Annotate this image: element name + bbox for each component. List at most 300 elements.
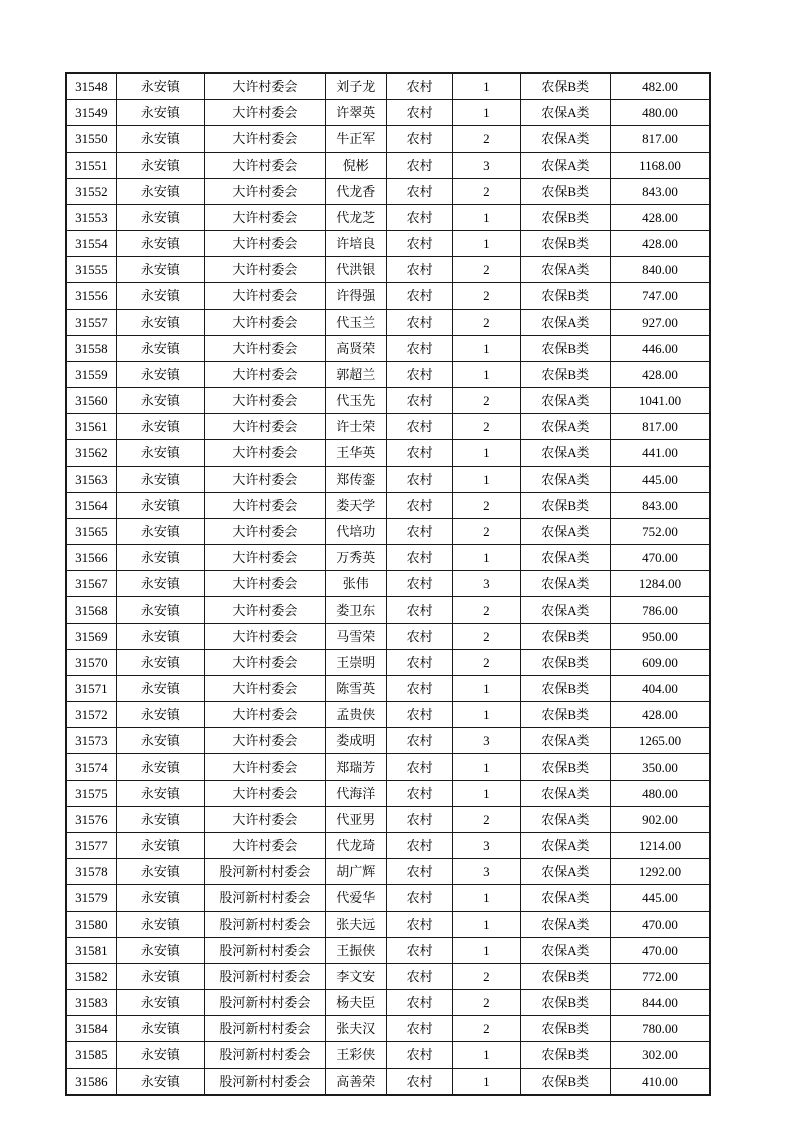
table-row (66, 361, 710, 387)
cell-name: 倪彬 (325, 152, 386, 178)
cell-id: 31569 (66, 623, 116, 649)
cell-amount: 480.00 (610, 780, 710, 806)
cell-village: 股河新村村委会 (205, 859, 326, 885)
cell-residence-type: 农村 (386, 126, 452, 152)
cell-village: 大许村委会 (205, 126, 326, 152)
cell-insurance-category: 农保A类 (520, 440, 610, 466)
cell-town: 永安镇 (116, 73, 204, 100)
cell-village: 股河新村村委会 (205, 990, 326, 1016)
cell-id: 31566 (66, 545, 116, 571)
cell-name: 马雪荣 (325, 623, 386, 649)
table-row (66, 492, 710, 518)
cell-name: 王华英 (325, 440, 386, 466)
cell-town: 永安镇 (116, 335, 204, 361)
cell-id: 31559 (66, 361, 116, 387)
cell-name: 王崇明 (325, 649, 386, 675)
cell-amount: 428.00 (610, 204, 710, 230)
cell-id: 31586 (66, 1068, 116, 1095)
cell-name: 杨夫臣 (325, 990, 386, 1016)
cell-person-count: 2 (453, 414, 520, 440)
cell-insurance-category: 农保A类 (520, 388, 610, 414)
table-row (66, 780, 710, 806)
table-row (66, 100, 710, 126)
table-row (66, 806, 710, 832)
table-row (66, 963, 710, 989)
table-row (66, 178, 710, 204)
cell-amount: 470.00 (610, 911, 710, 937)
cell-person-count: 2 (453, 388, 520, 414)
cell-insurance-category: 农保A类 (520, 885, 610, 911)
cell-amount: 843.00 (610, 178, 710, 204)
cell-insurance-category: 农保A类 (520, 152, 610, 178)
cell-id: 31583 (66, 990, 116, 1016)
cell-insurance-category: 农保B类 (520, 283, 610, 309)
cell-insurance-category: 农保B类 (520, 1042, 610, 1068)
cell-residence-type: 农村 (386, 309, 452, 335)
cell-amount: 817.00 (610, 414, 710, 440)
cell-insurance-category: 农保B类 (520, 1016, 610, 1042)
cell-person-count: 3 (453, 728, 520, 754)
cell-amount: 404.00 (610, 675, 710, 701)
cell-person-count: 2 (453, 623, 520, 649)
cell-residence-type: 农村 (386, 204, 452, 230)
cell-village: 大许村委会 (205, 283, 326, 309)
cell-amount: 844.00 (610, 990, 710, 1016)
cell-residence-type: 农村 (386, 859, 452, 885)
cell-name: 高善荣 (325, 1068, 386, 1095)
cell-amount: 480.00 (610, 100, 710, 126)
cell-residence-type: 农村 (386, 937, 452, 963)
cell-person-count: 1 (453, 937, 520, 963)
table-row (66, 1068, 710, 1095)
cell-amount: 1292.00 (610, 859, 710, 885)
cell-amount: 428.00 (610, 702, 710, 728)
table-row (66, 257, 710, 283)
cell-id: 31577 (66, 832, 116, 858)
cell-id: 31556 (66, 283, 116, 309)
cell-amount: 445.00 (610, 885, 710, 911)
cell-person-count: 1 (453, 466, 520, 492)
cell-amount: 350.00 (610, 754, 710, 780)
cell-town: 永安镇 (116, 806, 204, 832)
cell-village: 大许村委会 (205, 152, 326, 178)
cell-name: 娄成明 (325, 728, 386, 754)
cell-residence-type: 农村 (386, 257, 452, 283)
cell-id: 31568 (66, 597, 116, 623)
cell-person-count: 1 (453, 1042, 520, 1068)
cell-person-count: 1 (453, 885, 520, 911)
cell-person-count: 2 (453, 806, 520, 832)
cell-residence-type: 农村 (386, 466, 452, 492)
cell-village: 股河新村村委会 (205, 963, 326, 989)
cell-person-count: 1 (453, 702, 520, 728)
cell-insurance-category: 农保B类 (520, 754, 610, 780)
cell-amount: 927.00 (610, 309, 710, 335)
table-row (66, 545, 710, 571)
cell-name: 郑传銮 (325, 466, 386, 492)
cell-id: 31565 (66, 518, 116, 544)
cell-amount: 772.00 (610, 963, 710, 989)
cell-id: 31584 (66, 1016, 116, 1042)
cell-residence-type: 农村 (386, 885, 452, 911)
cell-insurance-category: 农保B类 (520, 702, 610, 728)
cell-residence-type: 农村 (386, 440, 452, 466)
cell-residence-type: 农村 (386, 597, 452, 623)
cell-insurance-category: 农保A类 (520, 859, 610, 885)
cell-amount: 410.00 (610, 1068, 710, 1095)
cell-insurance-category: 农保A类 (520, 597, 610, 623)
cell-amount: 817.00 (610, 126, 710, 152)
cell-town: 永安镇 (116, 440, 204, 466)
cell-person-count: 1 (453, 361, 520, 387)
cell-id: 31550 (66, 126, 116, 152)
cell-name: 娄卫东 (325, 597, 386, 623)
cell-town: 永安镇 (116, 937, 204, 963)
cell-id: 31555 (66, 257, 116, 283)
cell-village: 大许村委会 (205, 231, 326, 257)
table-row (66, 1016, 710, 1042)
cell-person-count: 3 (453, 571, 520, 597)
cell-amount: 950.00 (610, 623, 710, 649)
cell-id: 31557 (66, 309, 116, 335)
cell-village: 大许村委会 (205, 361, 326, 387)
cell-insurance-category: 农保A类 (520, 937, 610, 963)
cell-town: 永安镇 (116, 990, 204, 1016)
cell-name: 张夫远 (325, 911, 386, 937)
cell-name: 代洪银 (325, 257, 386, 283)
table-row (66, 73, 710, 100)
cell-residence-type: 农村 (386, 73, 452, 100)
cell-village: 大许村委会 (205, 597, 326, 623)
cell-id: 31574 (66, 754, 116, 780)
cell-name: 王振侠 (325, 937, 386, 963)
cell-amount: 786.00 (610, 597, 710, 623)
table-row (66, 466, 710, 492)
cell-town: 永安镇 (116, 571, 204, 597)
cell-insurance-category: 农保A类 (520, 126, 610, 152)
cell-id: 31578 (66, 859, 116, 885)
cell-insurance-category: 农保B类 (520, 73, 610, 100)
cell-name: 郑瑞芳 (325, 754, 386, 780)
cell-name: 张夫汉 (325, 1016, 386, 1042)
table-row (66, 414, 710, 440)
cell-insurance-category: 农保A类 (520, 571, 610, 597)
cell-person-count: 1 (453, 204, 520, 230)
cell-residence-type: 农村 (386, 649, 452, 675)
cell-village: 大许村委会 (205, 388, 326, 414)
cell-residence-type: 农村 (386, 1068, 452, 1095)
table-row (66, 518, 710, 544)
cell-person-count: 1 (453, 73, 520, 100)
cell-residence-type: 农村 (386, 754, 452, 780)
cell-town: 永安镇 (116, 309, 204, 335)
cell-insurance-category: 农保B类 (520, 204, 610, 230)
cell-name: 代爱华 (325, 885, 386, 911)
cell-residence-type: 农村 (386, 571, 452, 597)
cell-village: 大许村委会 (205, 780, 326, 806)
cell-village: 大许村委会 (205, 492, 326, 518)
cell-residence-type: 农村 (386, 623, 452, 649)
cell-name: 代龙芝 (325, 204, 386, 230)
cell-village: 大许村委会 (205, 335, 326, 361)
cell-residence-type: 农村 (386, 702, 452, 728)
cell-id: 31564 (66, 492, 116, 518)
cell-town: 永安镇 (116, 492, 204, 518)
cell-name: 孟贵侠 (325, 702, 386, 728)
cell-insurance-category: 农保A类 (520, 257, 610, 283)
cell-id: 31576 (66, 806, 116, 832)
cell-person-count: 2 (453, 518, 520, 544)
cell-id: 31554 (66, 231, 116, 257)
cell-village: 大许村委会 (205, 440, 326, 466)
cell-amount: 780.00 (610, 1016, 710, 1042)
cell-town: 永安镇 (116, 100, 204, 126)
cell-village: 大许村委会 (205, 545, 326, 571)
cell-insurance-category: 农保A类 (520, 309, 610, 335)
cell-village: 股河新村村委会 (205, 1042, 326, 1068)
table-row (66, 204, 710, 230)
cell-insurance-category: 农保B类 (520, 623, 610, 649)
cell-village: 大许村委会 (205, 728, 326, 754)
table-row (66, 335, 710, 361)
cell-insurance-category: 农保B类 (520, 361, 610, 387)
cell-residence-type: 农村 (386, 1042, 452, 1068)
cell-name: 许培良 (325, 231, 386, 257)
cell-person-count: 1 (453, 754, 520, 780)
cell-person-count: 3 (453, 152, 520, 178)
cell-village: 大许村委会 (205, 649, 326, 675)
cell-person-count: 1 (453, 440, 520, 466)
cell-id: 31579 (66, 885, 116, 911)
cell-amount: 843.00 (610, 492, 710, 518)
payment-table-body (66, 73, 710, 1095)
cell-residence-type: 农村 (386, 728, 452, 754)
cell-insurance-category: 农保A类 (520, 911, 610, 937)
cell-town: 永安镇 (116, 283, 204, 309)
cell-person-count: 2 (453, 649, 520, 675)
cell-village: 大许村委会 (205, 832, 326, 858)
cell-amount: 1214.00 (610, 832, 710, 858)
cell-name: 万秀英 (325, 545, 386, 571)
cell-village: 大许村委会 (205, 466, 326, 492)
cell-amount: 609.00 (610, 649, 710, 675)
cell-town: 永安镇 (116, 832, 204, 858)
cell-amount: 1168.00 (610, 152, 710, 178)
cell-residence-type: 农村 (386, 675, 452, 701)
cell-person-count: 2 (453, 597, 520, 623)
cell-amount: 1041.00 (610, 388, 710, 414)
cell-person-count: 2 (453, 283, 520, 309)
cell-person-count: 2 (453, 492, 520, 518)
table-row (66, 859, 710, 885)
cell-residence-type: 农村 (386, 780, 452, 806)
table-row (66, 152, 710, 178)
cell-name: 许翠英 (325, 100, 386, 126)
cell-residence-type: 农村 (386, 335, 452, 361)
cell-id: 31563 (66, 466, 116, 492)
cell-id: 31567 (66, 571, 116, 597)
cell-village: 股河新村村委会 (205, 1068, 326, 1095)
cell-person-count: 2 (453, 178, 520, 204)
cell-town: 永安镇 (116, 963, 204, 989)
cell-id: 31585 (66, 1042, 116, 1068)
cell-town: 永安镇 (116, 361, 204, 387)
cell-village: 大许村委会 (205, 518, 326, 544)
table-row (66, 283, 710, 309)
cell-name: 王彩侠 (325, 1042, 386, 1068)
cell-person-count: 1 (453, 100, 520, 126)
cell-village: 大许村委会 (205, 571, 326, 597)
table-row (66, 937, 710, 963)
cell-village: 大许村委会 (205, 257, 326, 283)
cell-name: 胡广辉 (325, 859, 386, 885)
cell-id: 31553 (66, 204, 116, 230)
cell-insurance-category: 农保B类 (520, 1068, 610, 1095)
cell-amount: 428.00 (610, 361, 710, 387)
cell-person-count: 1 (453, 335, 520, 361)
cell-residence-type: 农村 (386, 963, 452, 989)
cell-residence-type: 农村 (386, 414, 452, 440)
cell-residence-type: 农村 (386, 178, 452, 204)
cell-person-count: 2 (453, 309, 520, 335)
cell-insurance-category: 农保B类 (520, 492, 610, 518)
cell-amount: 470.00 (610, 937, 710, 963)
cell-town: 永安镇 (116, 885, 204, 911)
cell-amount: 482.00 (610, 73, 710, 100)
cell-town: 永安镇 (116, 204, 204, 230)
table-row (66, 571, 710, 597)
table-row (66, 990, 710, 1016)
cell-name: 娄天学 (325, 492, 386, 518)
cell-village: 大许村委会 (205, 100, 326, 126)
table-row (66, 702, 710, 728)
cell-name: 许得强 (325, 283, 386, 309)
cell-village: 大许村委会 (205, 414, 326, 440)
cell-id: 31573 (66, 728, 116, 754)
cell-town: 永安镇 (116, 1016, 204, 1042)
table-row (66, 832, 710, 858)
cell-residence-type: 农村 (386, 545, 452, 571)
cell-person-count: 3 (453, 859, 520, 885)
cell-name: 代亚男 (325, 806, 386, 832)
cell-person-count: 2 (453, 257, 520, 283)
cell-insurance-category: 农保A类 (520, 832, 610, 858)
cell-id: 31548 (66, 73, 116, 100)
cell-residence-type: 农村 (386, 832, 452, 858)
cell-village: 大许村委会 (205, 309, 326, 335)
cell-id: 31580 (66, 911, 116, 937)
cell-amount: 747.00 (610, 283, 710, 309)
cell-residence-type: 农村 (386, 518, 452, 544)
cell-amount: 302.00 (610, 1042, 710, 1068)
cell-town: 永安镇 (116, 152, 204, 178)
cell-name: 张伟 (325, 571, 386, 597)
cell-village: 大许村委会 (205, 754, 326, 780)
cell-town: 永安镇 (116, 780, 204, 806)
cell-insurance-category: 农保A类 (520, 780, 610, 806)
cell-insurance-category: 农保B类 (520, 963, 610, 989)
cell-town: 永安镇 (116, 178, 204, 204)
cell-village: 大许村委会 (205, 204, 326, 230)
cell-town: 永安镇 (116, 1068, 204, 1095)
cell-insurance-category: 农保A类 (520, 545, 610, 571)
cell-amount: 1284.00 (610, 571, 710, 597)
table-row (66, 388, 710, 414)
cell-town: 永安镇 (116, 859, 204, 885)
cell-insurance-category: 农保B类 (520, 990, 610, 1016)
cell-person-count: 1 (453, 1068, 520, 1095)
cell-residence-type: 农村 (386, 100, 452, 126)
cell-amount: 445.00 (610, 466, 710, 492)
cell-village: 大许村委会 (205, 675, 326, 701)
cell-person-count: 2 (453, 1016, 520, 1042)
cell-insurance-category: 农保A类 (520, 806, 610, 832)
cell-insurance-category: 农保B类 (520, 178, 610, 204)
cell-village: 大许村委会 (205, 73, 326, 100)
cell-amount: 752.00 (610, 518, 710, 544)
cell-insurance-category: 农保B类 (520, 675, 610, 701)
cell-name: 代海洋 (325, 780, 386, 806)
cell-name: 许士荣 (325, 414, 386, 440)
table-row (66, 675, 710, 701)
cell-name: 李文安 (325, 963, 386, 989)
table-row (66, 728, 710, 754)
cell-residence-type: 农村 (386, 283, 452, 309)
cell-residence-type: 农村 (386, 492, 452, 518)
cell-village: 大许村委会 (205, 806, 326, 832)
cell-person-count: 1 (453, 675, 520, 701)
cell-amount: 470.00 (610, 545, 710, 571)
cell-amount: 1265.00 (610, 728, 710, 754)
cell-village: 大许村委会 (205, 178, 326, 204)
cell-insurance-category: 农保A类 (520, 728, 610, 754)
cell-town: 永安镇 (116, 231, 204, 257)
cell-insurance-category: 农保A类 (520, 100, 610, 126)
cell-town: 永安镇 (116, 649, 204, 675)
cell-town: 永安镇 (116, 728, 204, 754)
cell-name: 代龙香 (325, 178, 386, 204)
cell-id: 31572 (66, 702, 116, 728)
cell-residence-type: 农村 (386, 911, 452, 937)
cell-residence-type: 农村 (386, 1016, 452, 1042)
cell-residence-type: 农村 (386, 361, 452, 387)
cell-town: 永安镇 (116, 1042, 204, 1068)
payment-table (65, 72, 711, 1096)
cell-town: 永安镇 (116, 597, 204, 623)
cell-residence-type: 农村 (386, 231, 452, 257)
cell-amount: 902.00 (610, 806, 710, 832)
cell-residence-type: 农村 (386, 806, 452, 832)
table-row (66, 754, 710, 780)
cell-town: 永安镇 (116, 754, 204, 780)
cell-name: 代培功 (325, 518, 386, 544)
cell-id: 31570 (66, 649, 116, 675)
cell-insurance-category: 农保A类 (520, 518, 610, 544)
cell-village: 股河新村村委会 (205, 885, 326, 911)
cell-person-count: 2 (453, 126, 520, 152)
cell-amount: 441.00 (610, 440, 710, 466)
cell-person-count: 1 (453, 911, 520, 937)
table-row (66, 1042, 710, 1068)
cell-id: 31571 (66, 675, 116, 701)
cell-person-count: 1 (453, 231, 520, 257)
table-row (66, 623, 710, 649)
cell-id: 31552 (66, 178, 116, 204)
table-row (66, 597, 710, 623)
cell-insurance-category: 农保A类 (520, 466, 610, 492)
cell-name: 高贤荣 (325, 335, 386, 361)
cell-id: 31582 (66, 963, 116, 989)
